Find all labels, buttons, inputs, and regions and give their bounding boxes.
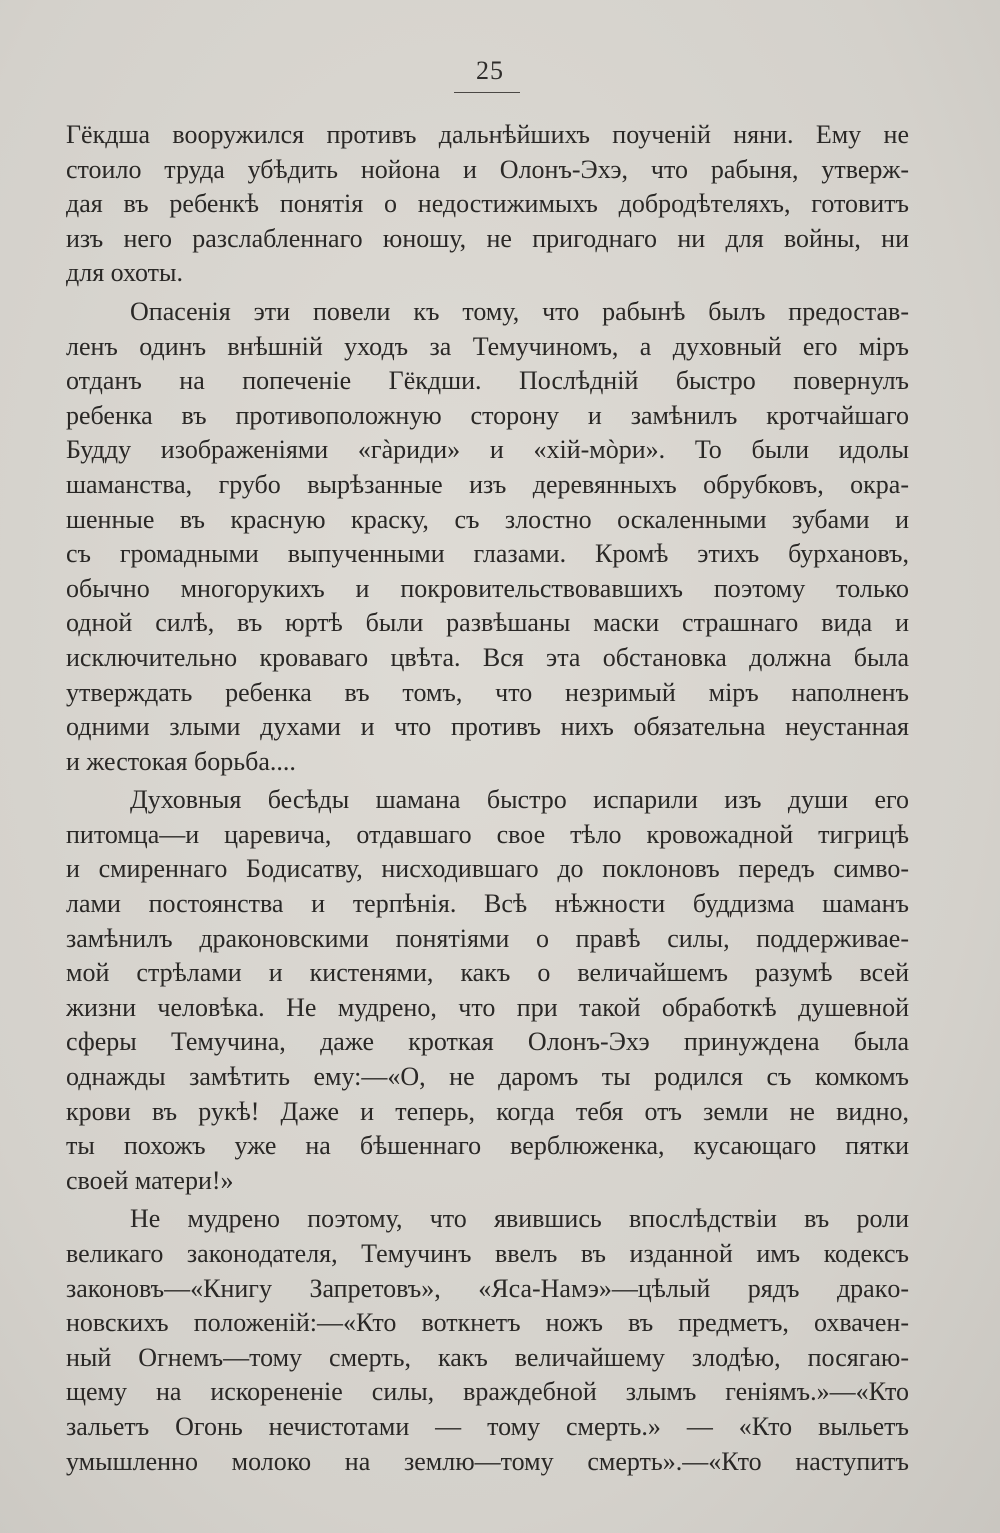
text-line: стоило труда убѣдить нойона и Олонъ-Эхэ, что рабыня, утверж-	[66, 154, 909, 184]
text-line: законовъ—«Книгу Запретовъ», «Яса-Намэ»—цѣлый рядъ дракo-	[66, 1273, 909, 1303]
text-line: великаго законодателя, Темучинъ ввелъ въ изданной имъ кодексъ	[66, 1239, 909, 1268]
text-line: питомца—и царевича, отдавшаго свое тѣло кровожадной тигрицѣ	[66, 819, 909, 849]
text-line: дая въ ребенкѣ понятія о недостижимыхъ добродѣтеляхъ, готовитъ	[66, 189, 909, 219]
text-line: сферы Темучина, даже кроткая Олонъ-Эхэ принуждена была	[66, 1027, 909, 1057]
text-line: умышленно молоко на землю—тому смерть».—«Кто наступитъ	[66, 1446, 909, 1476]
text-line: шаманства, грубо вырѣзанные изъ деревянныхъ обрубковъ, окра-	[66, 469, 909, 499]
text-line: лами постоянства и терпѣнія. Всѣ нѣжности буддизма шаманъ	[66, 889, 909, 919]
paragraph-4	[66, 1202, 909, 1479]
text-line: ленъ одинъ внѣшній уходъ за Темучиномъ, а духовный его міръ	[66, 331, 909, 361]
text-line: Опасенія эти повели къ тому, что рабынѣ былъ предостав-	[130, 296, 909, 326]
text-line: для охоты.	[66, 258, 184, 288]
text-line: своей матери!»	[66, 1165, 234, 1195]
paragraph-2	[66, 295, 909, 779]
text-line: одной силѣ, въ юртѣ были развѣшаны маски страшнаго вида и	[66, 608, 909, 638]
text-line: и смиреннаго Бодисатву, нисходившаго до поклоновъ передъ симво-	[66, 854, 909, 884]
text-line: съ громадными выпученными глазами. Кромѣ этихъ бурхановъ,	[66, 539, 909, 569]
text-line: ты похожъ уже на бѣшеннаго верблюженка, кусающаго пятки	[66, 1131, 909, 1161]
text-line: щему на искорененіе силы, враждебной злымъ геніямъ.»—«Кто	[66, 1377, 909, 1407]
text-line: Будду изображеніями «гàриди» и «хій-мòри». То были идолы	[66, 435, 909, 465]
text-line: однажды замѣтить ему:—«О, не даромъ ты родился съ комкомъ	[66, 1062, 909, 1092]
text-line: и жестокая борьба....	[66, 746, 296, 776]
text-line: утверждать ребенка въ томъ, что незримый міръ наполненъ	[66, 677, 909, 707]
text-line: замѣнилъ драконовскими понятіями о правѣ силы, поддерживае-	[66, 923, 909, 953]
text-line: одними злыми духами и что противъ нихъ обязательна неустанная	[66, 712, 909, 742]
text-line: шенные въ красную краску, съ злостно оскаленными зубами и	[66, 504, 909, 534]
text-line: новскихъ положеній:—«Кто воткнетъ ножъ въ предметъ, охвачен-	[66, 1308, 909, 1338]
text-line: обычно многорукихъ и покровительствовавшихъ поэтому только	[66, 573, 909, 603]
page-number: 25	[476, 56, 504, 85]
body-text	[66, 118, 909, 1479]
text-line: ребенка въ противоположную сторону и замѣнилъ кротчайшаго	[66, 400, 909, 430]
text-line: Гёкдша вооружился противъ дальнѣйшихъ поученій няни. Ему не	[66, 120, 909, 149]
text-line: жизни человѣка. Не мудрено, что при такой обработкѣ душевной	[66, 992, 909, 1022]
text-line: зальетъ Огонь нечистотами — тому смерть.» — «Кто выльетъ	[66, 1411, 909, 1441]
page-number-rule	[454, 92, 520, 93]
paragraph-1	[66, 118, 909, 291]
text-line: крови въ рукѣ! Даже и теперь, когда тебя отъ земли не видно,	[66, 1096, 909, 1126]
text-line: Духовныя бесѣды шамана быстро испарили изъ души его	[130, 785, 909, 815]
text-line: мой стрѣлами и кистенями, какъ о величайшемъ разумѣ всей	[66, 958, 909, 988]
text-line: исключительно кроваваго цвѣта. Вся эта обстановка должна была	[66, 642, 909, 672]
text-line: ный Огнемъ—тому смерть, какъ величайшему злодѣю, посягаю-	[66, 1342, 909, 1372]
text-line: Не мудрено поэтому, что явившись впослѣдствіи въ роли	[130, 1204, 909, 1234]
text-line: отданъ на попеченіе Гёкдши. Послѣдній быстро повернулъ	[66, 366, 909, 396]
paragraph-3	[66, 783, 909, 1198]
text-line: изъ него разслабленнаго юношу, не пригоднаго ни для войны, ни	[66, 223, 909, 253]
